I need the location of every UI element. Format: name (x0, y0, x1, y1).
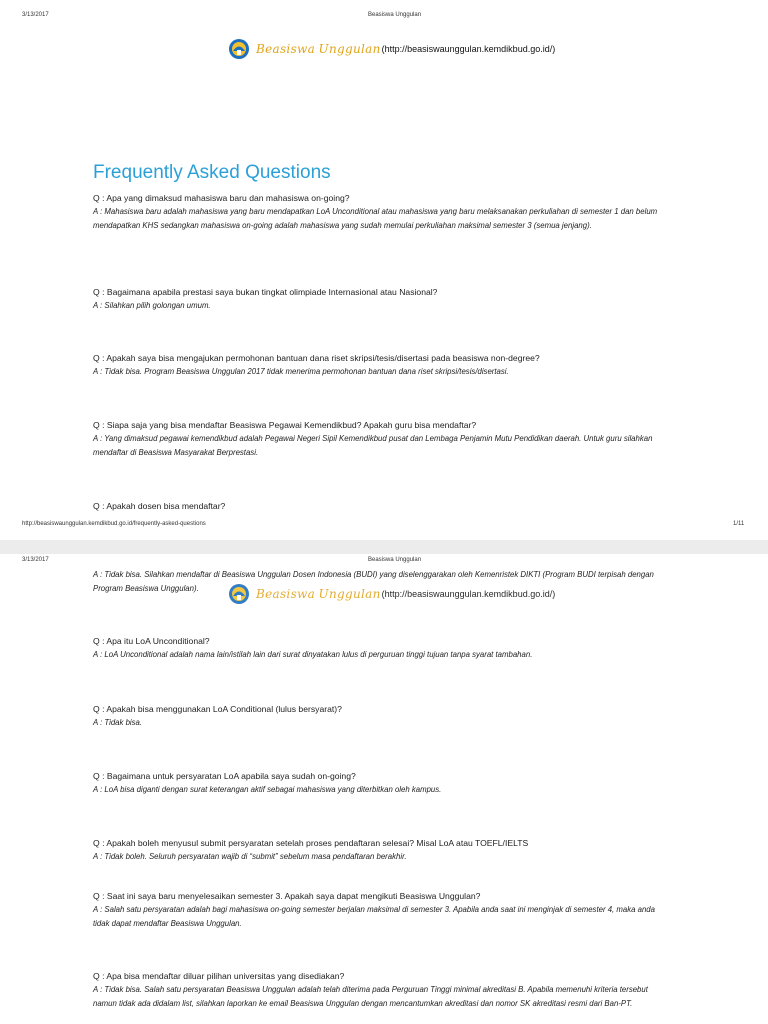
faq-question: Q : Apa yang dimaksud mahasiswa baru dan mahasiswa on-going? (93, 193, 350, 203)
faq-answer: A : Tidak bisa. (93, 718, 143, 727)
faq-question: Q : Bagaimana untuk persyaratan LoA apabila saya sudah on-going? (93, 771, 356, 781)
logo-word-unggulan: Unggulan (318, 587, 381, 601)
faq-answer: A : Mahasiswa baru adalah mahasiswa yang baru mendapatkan LoA Unconditional atau mahasiswa yang baru melaksanakan perkuliahan di semester 1 dan belum mendapatkan KHS sedangkan mahasiswa on-going adalah mahasiswa yang sudah memulai perkuliahan maksimal semester 3 (semua jenjang). (93, 207, 658, 230)
logo-url[interactable]: (http://beasiswaunggulan.kemdikbud.go.id/) (381, 44, 556, 54)
print-date: 3/13/2017 (22, 12, 49, 18)
print-page-number: 1/11 (733, 521, 745, 527)
print-doc-title: Beasiswa Unggulan (368, 12, 422, 18)
print-date: 3/13/2017 (22, 557, 49, 563)
faq-question: Q : Apakah boleh menyusul submit persyaratan setelah proses pendaftaran selesai? Misal LoA atau TOEFL/IELTS (93, 838, 529, 848)
faq-question: Q : Bagaimana apabila prestasi saya bukan tingkat olimpiade Internasional atau Nasional? (93, 287, 438, 297)
faq-question: Q : Apa bisa mendaftar diluar pilihan universitas yang disediakan? (93, 971, 345, 981)
faq-question: Q : Apa itu LoA Unconditional? (93, 636, 210, 646)
faq-answer: A : Yang dimaksud pegawai kemendikbud adalah Pegawai Negeri Sipil Kemendikbud pusat dan Lembaga Penjamin Mutu Pendidikan daerah. Untuk guru silahkan mendaftar di Beasiswa Masyarakat Berprestasi. (93, 434, 653, 457)
faq-question: Q : Saat ini saya baru menyelesaikan semester 3. Apakah saya dapat mengikuti Beasiswa Unggulan? (93, 891, 481, 901)
logo-url[interactable]: (http://beasiswaunggulan.kemdikbud.go.id/) (381, 589, 556, 599)
faq-answer: A : Salah satu persyaratan adalah bagi mahasiswa on-going semester berjalan maksimal di semester 3. Apabila anda saat ini menginjak di semester 4, maka anda tidak dapat mendaftar Beasiswa Unggulan. (93, 905, 655, 928)
page-title: Frequently Asked Questions (93, 162, 331, 183)
logo-word-beasiswa: Beasiswa (256, 42, 316, 56)
faq-question: Q : Siapa saja yang bisa mendaftar Beasiswa Pegawai Kemendikbud? Apakah guru bisa mendaftar? (93, 420, 477, 430)
faq-answer: A : Tidak bisa. Program Beasiswa Unggulan 2017 tidak menerima permohonan bantuan dana riset skripsi/tesis/disertasi. (93, 367, 509, 376)
faq-question: Q : Apakah bisa menggunakan LoA Conditional (lulus bersyarat)? (93, 704, 342, 714)
logo-word-beasiswa: Beasiswa (256, 587, 316, 601)
print-footer-url[interactable]: http://beasiswaunggulan.kemdikbud.go.id/frequently-asked-questions (22, 521, 206, 527)
faq-answer: A : LoA Unconditional adalah nama lain/istilah lain dari surat dinyatakan lulus di perguruan tinggi tujuan tanpa syarat tambahan. (93, 650, 533, 659)
kemdikbud-emblem-icon (228, 38, 250, 60)
faq-answer: A : Tidak bisa. Silahkan mendaftar di Beasiswa Unggulan Dosen Indonesia (BUDI) yang diselenggarakan oleh Kemenristek DIKTI (Program BUDI terpisah dengan Program Beasiswa Unggulan). (93, 570, 654, 593)
logo-word-unggulan: Unggulan (318, 42, 381, 56)
faq-answer: A : LoA bisa diganti dengan surat keterangan aktif sebagai mahasiswa yang diterbitkan oleh kampus. (93, 785, 442, 794)
faq-question: Q : Apakah dosen bisa mendaftar? (93, 501, 226, 511)
faq-answer: A : Tidak boleh. Seluruh persyaratan wajib di “submit” sebelum masa pendaftaran berakhir. (93, 852, 407, 861)
faq-answer: A : Tidak bisa. Salah satu persyaratan Beasiswa Unggulan adalah telah diterima pada Perguruan Tinggi minimal akreditasi B. Apabila memenuhi kriteria tersebut namun tidak ada didalam list, silahkan laporkan ke email Beasiswa Unggulan dengan mencantumkan akreditasi dan nomor SK akreditasi resmi dari Ban-PT. (93, 985, 648, 1008)
faq-question: Q : Apakah saya bisa mengajukan permohonan bantuan dana riset skripsi/tesis/disertasi pada beasiswa non-degree? (93, 353, 540, 363)
page-break (0, 540, 768, 554)
faq-answer: A : Silahkan pilih golongan umum. (93, 301, 211, 310)
print-doc-title: Beasiswa Unggulan (368, 557, 422, 563)
site-logo[interactable] (228, 38, 555, 60)
